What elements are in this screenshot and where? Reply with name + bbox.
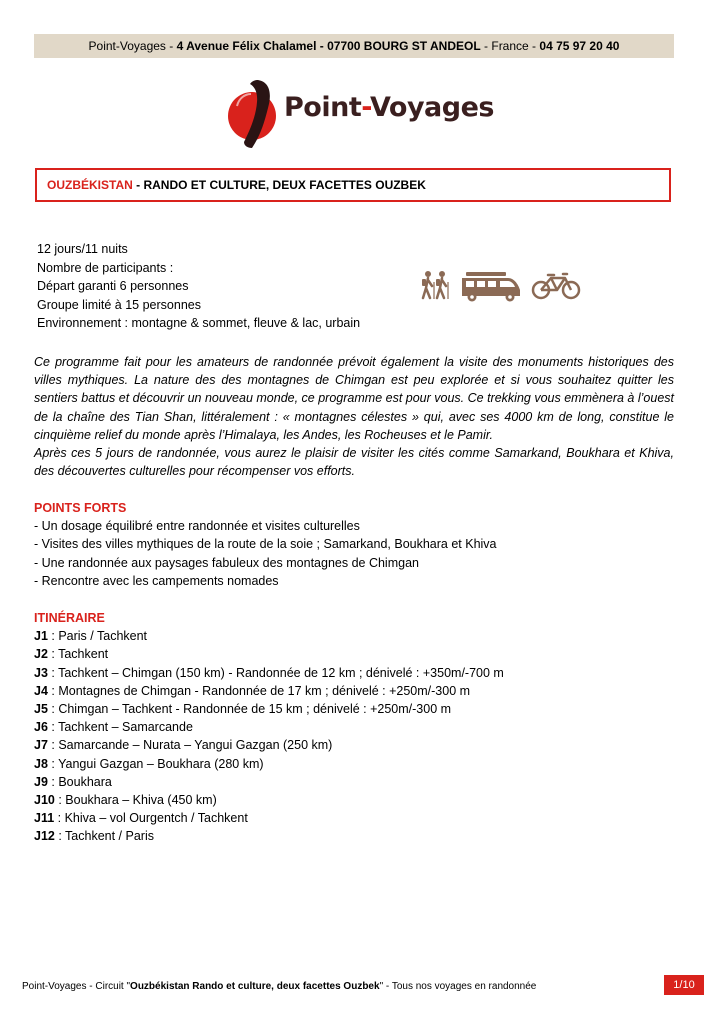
- logo-wordmark: [284, 92, 494, 123]
- footer-prefix: Point-Voyages - Circuit ": [22, 981, 131, 992]
- day-description: : Boukhara – Khiva (450 km): [54, 793, 217, 808]
- day-description: : Montagnes de Chimgan - Randonnée de 17 km ; dénivelé : +250m/-300 m: [47, 683, 471, 698]
- day-number: J1: [34, 629, 48, 644]
- fact-participants: Nombre de participants :: [37, 260, 174, 275]
- points-forts-item: - Visites des villes mythiques de la route de la soie ; Samarkand, Boukhara et Khiva: [34, 537, 497, 552]
- day-description: : Yangui Gazgan – Boukhara (280 km): [47, 756, 264, 771]
- hikers-icon: [422, 271, 448, 299]
- day-description: : Khiva – vol Ourgentch / Tachkent: [54, 811, 248, 826]
- header-separator: -: [528, 39, 540, 53]
- trip-subtitle: - RANDO ET CULTURE, DEUX FACETTES OUZBEK: [132, 178, 426, 192]
- day-description: : Tachkent / Paris: [54, 829, 154, 844]
- page-number: 1/10: [664, 975, 704, 995]
- points-forts-item: - Une randonnée aux paysages fabuleux des montagnes de Chimgan: [34, 555, 419, 570]
- itinerary-day: [34, 645, 504, 663]
- day-number: J2: [34, 647, 48, 662]
- intro-paragraph: Après ces 5 jours de randonnée, vous aurez le plaisir de visiter les cités comme Samarkand, Boukhara et Khiva, des découvertes culturelles pour récompenser vos efforts.: [34, 446, 674, 479]
- points-forts-item: - Un dosage équilibré entre randonnée et visites culturelles: [34, 519, 360, 534]
- trip-title-box: [35, 168, 671, 202]
- header-separator: -: [480, 39, 492, 53]
- activity-icons: [420, 268, 582, 304]
- footer-circuit-name: Ouzbékistan Rando et culture, deux facettes Ouzbek: [130, 981, 380, 992]
- itinerary-day: [34, 736, 504, 754]
- itineraire-section: [34, 609, 504, 846]
- intro-paragraph: Ce programme fait pour les amateurs de randonnée prévoit également la visite des monuments historiques des villes mythiques. La nature des des montagnes de Chimgan est peu explorée et si vous souhaitez quitter les sentiers battus et découvrir un nouveau monde, ce programme est pour vous. Ce trekking vous emmènera à l’ouest de la chaîne des Tian Shan, littéralement : « montagnes célestes » qui, avec ses 4000 km de long, constitue le cinquième relief du monde après l’Himalaya, les Andes, les Rocheuses et le Pamir.: [34, 355, 674, 442]
- day-description: : Tachkent – Chimgan (150 km) - Randonnée de 12 km ; dénivelé : +350m/-700 m: [47, 665, 504, 680]
- day-number: J12: [34, 829, 55, 844]
- header-phone: 04 75 97 20 40: [539, 39, 620, 53]
- logo-dash: -: [361, 92, 370, 123]
- logo-part1: Point: [284, 92, 362, 123]
- trip-facts: [37, 240, 360, 333]
- logo-emblem-icon: [224, 78, 284, 150]
- itinerary-day: [34, 627, 504, 645]
- itinerary-day: [34, 718, 504, 736]
- fact-environment: Environnement : montagne & sommet, fleuve & lac, urbain: [37, 316, 361, 330]
- day-number: J7: [34, 738, 48, 753]
- day-number: J6: [34, 720, 48, 735]
- itineraire-heading: ITINÉRAIRE: [34, 611, 105, 625]
- bicycle-icon: [533, 274, 579, 298]
- day-description: : Tachkent – Samarcande: [47, 720, 193, 735]
- day-number: J8: [34, 756, 48, 771]
- day-description: : Paris / Tachkent: [47, 629, 148, 644]
- itinerary-day: [34, 700, 504, 718]
- header-separator: -: [165, 39, 177, 53]
- itinerary-day: [34, 664, 504, 682]
- day-description: : Tachkent: [47, 647, 109, 662]
- fact-guaranteed: Départ garanti 6 personnes: [37, 279, 189, 293]
- points-forts-item: - Rencontre avec les campements nomades: [34, 573, 279, 588]
- footer-suffix: " - Tous nos voyages en randonnée: [379, 981, 537, 992]
- day-number: J9: [34, 774, 48, 789]
- header-country: France: [491, 39, 529, 53]
- day-number: J5: [34, 702, 48, 717]
- itinerary-day: [34, 755, 504, 773]
- day-number: J3: [34, 665, 48, 680]
- day-description: : Boukhara: [47, 774, 112, 789]
- itinerary-day: [34, 773, 504, 791]
- trip-introduction: [34, 353, 674, 480]
- header-contact-bar: [34, 34, 674, 58]
- itinerary-day: [34, 682, 504, 700]
- fact-duration: 12 jours/11 nuits: [37, 242, 128, 256]
- itinerary-day: [34, 809, 504, 827]
- day-description: : Chimgan – Tachkent - Randonnée de 15 km ; dénivelé : +250m/-300 m: [47, 702, 452, 717]
- itinerary-day: [34, 791, 504, 809]
- point-voyages-logo: [224, 78, 494, 150]
- day-number: J10: [34, 793, 55, 808]
- day-description: : Samarcande – Nurata – Yangui Gazgan (250 km): [47, 738, 333, 753]
- header-company: Point-Voyages: [88, 39, 166, 53]
- logo-part2: Voyages: [369, 92, 494, 123]
- day-number: J11: [34, 811, 55, 826]
- itinerary-day: [34, 827, 504, 845]
- day-number: J4: [34, 683, 48, 698]
- header-address: 4 Avenue Félix Chalamel - 07700 BOURG ST ANDEOL: [176, 39, 481, 53]
- trip-country: OUZBÉKISTAN: [47, 178, 133, 192]
- points-forts-section: [34, 499, 497, 590]
- fact-group-limit: Groupe limité à 15 personnes: [37, 297, 201, 312]
- minibus-icon: [462, 272, 520, 302]
- page-footer: [22, 981, 536, 992]
- points-forts-heading: POINTS FORTS: [34, 501, 127, 515]
